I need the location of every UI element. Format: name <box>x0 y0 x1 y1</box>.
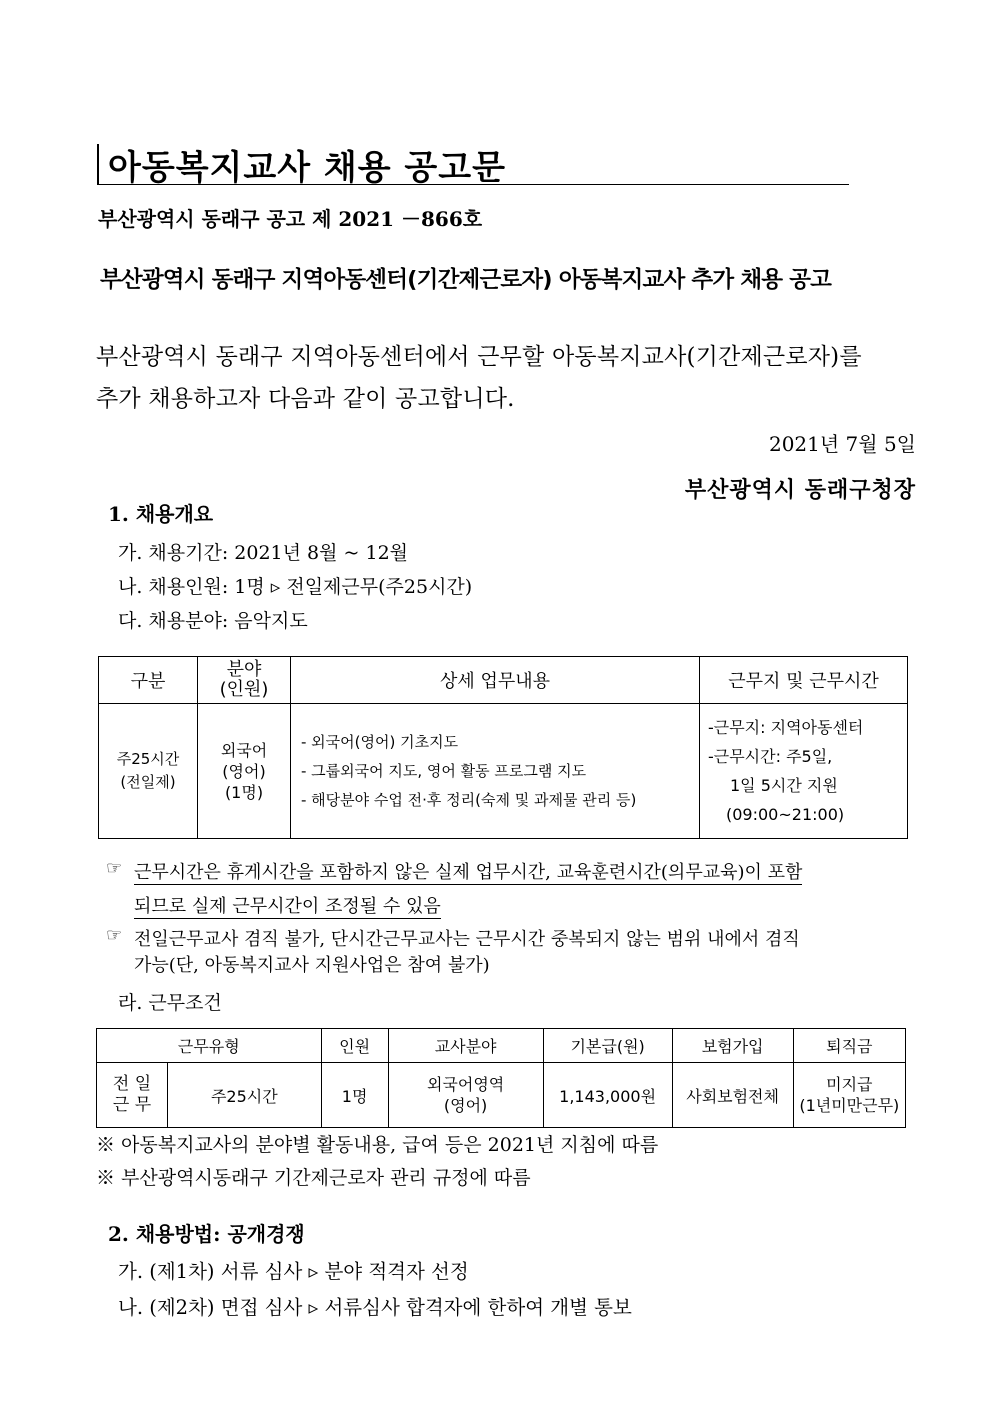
col-field-header: 교사분야 <box>388 1029 543 1063</box>
duty-3: - 해당분야 수업 전·후 정리(숙제 및 과제물 관리 등) <box>301 790 637 809</box>
field-line-1: 외국어 <box>220 740 268 760</box>
col-salary-header: 기본급(원) <box>543 1029 672 1063</box>
col-severance-header: 퇴직금 <box>793 1029 905 1063</box>
col-place-header: 근무지 및 근무시간 <box>700 657 908 704</box>
section-2-heading: 2. 채용방법: 공개경쟁 <box>108 1222 305 1246</box>
severance-line-2: (1년미만근무) <box>799 1096 900 1115</box>
conditions-table <box>96 1028 906 1128</box>
note-1-symbol: ☞ <box>106 858 123 879</box>
note-2-line-1: 전일근무교사 겸직 불가, 단시간근무교사는 근무시간 중복되지 않는 범위 내에서 겸직 <box>134 929 800 950</box>
cell-duties <box>291 704 700 839</box>
col-field-label: 분야 <box>226 659 262 680</box>
notice-date: 2021년 7월 5일 <box>768 432 916 456</box>
col-count-header: 인원 <box>321 1029 388 1063</box>
col-field-header <box>198 657 291 704</box>
worktype-a-line-1: 전 일 <box>112 1074 152 1094</box>
cell-worktype-b: 주25시간 <box>168 1063 322 1128</box>
field-line-2: (영어) <box>222 761 266 781</box>
field-line-1: 외국어영역 <box>426 1075 505 1094</box>
intro-line-2: 추가 채용하고자 다음과 같이 공고합니다. <box>96 386 515 412</box>
item-ra: 라. 근무조건 <box>118 992 222 1014</box>
cell-place <box>700 704 908 839</box>
cell-insurance: 사회보험전체 <box>672 1063 793 1128</box>
cell-field <box>388 1063 543 1128</box>
note-2-symbol: ☞ <box>106 925 123 946</box>
field-line-2: (영어) <box>443 1096 488 1115</box>
col-type-header: 구분 <box>99 657 198 704</box>
col-insurance-header: 보험가입 <box>672 1029 793 1063</box>
cell-type <box>99 704 198 839</box>
place-3: 1일 5시간 지원 <box>730 776 838 795</box>
col-duties-header: 상세 업무내용 <box>291 657 700 704</box>
cell-count: 1명 <box>321 1063 388 1128</box>
intro-line-1: 부산광역시 동래구 지역아동센터에서 근무할 아동복지교사(기간제근로자)를 <box>96 344 862 370</box>
place-2: -근무시간: 주5일, <box>708 747 833 766</box>
reference-1: ※ 아동복지교사의 분야별 활동내용, 급여 등은 2021년 지침에 따름 <box>96 1134 659 1156</box>
item-2-na: 나. (제2차) 면접 심사 ▹ 서류심사 합격자에 한하여 개별 통보 <box>118 1296 632 1319</box>
note-1-line-1: 근무시간은 휴게시간을 포함하지 않은 실제 업무시간, 교육훈련시간(의무교육)이 포함 <box>134 858 802 885</box>
type-line-2: (전일제) <box>120 773 176 791</box>
notice-number: 부산광역시 동래구 공고 제 2021 －866호 <box>98 207 483 231</box>
note-1-line-2: 되므로 실제 근무시간이 조정될 수 있음 <box>134 892 441 919</box>
cell-field <box>198 704 291 839</box>
table-row <box>99 704 908 839</box>
item-da: 다. 채용분야: 음악지도 <box>118 610 308 632</box>
field-line-3: (1명) <box>224 782 264 802</box>
recruitment-table <box>98 656 908 839</box>
title-underline <box>97 184 849 185</box>
type-line-1: 주25시간 <box>116 750 180 768</box>
duty-2: - 그룹외국어 지도, 영어 활동 프로그램 지도 <box>301 761 587 780</box>
note-2-line-2: 가능(단, 아동복지교사 지원사업은 참여 불가) <box>134 955 490 976</box>
col-count-label: (인원) <box>219 679 269 700</box>
item-2-ga: 가. (제1차) 서류 심사 ▹ 분야 적격자 선정 <box>118 1260 469 1283</box>
duty-1: - 외국어(영어) 기초지도 <box>301 732 459 751</box>
worktype-a-line-2: 근 무 <box>112 1095 152 1115</box>
table-header-row <box>97 1029 906 1063</box>
item-na: 나. 채용인원: 1명 ▹ 전일제근무(주25시간) <box>118 576 473 598</box>
severance-line-1: 미지급 <box>826 1075 873 1094</box>
table-row <box>97 1063 906 1128</box>
reference-2: ※ 부산광역시동래구 기간제근로자 관리 규정에 따름 <box>96 1167 531 1189</box>
cell-worktype-a <box>97 1063 168 1128</box>
place-1: -근무지: 지역아동센터 <box>708 718 864 737</box>
col-worktype-header: 근무유형 <box>97 1029 322 1063</box>
cell-salary: 1,143,000원 <box>543 1063 672 1128</box>
place-4: (09:00~21:00) <box>726 805 845 824</box>
title-left-rule <box>97 144 99 184</box>
issuer: 부산광역시 동래구청장 <box>684 477 916 503</box>
section-1-heading: 1. 채용개요 <box>108 502 214 526</box>
item-ga: 가. 채용기간: 2021년 8월 ~ 12월 <box>118 542 409 564</box>
cell-severance <box>793 1063 905 1128</box>
page-title: 아동복지교사 채용 공고문 <box>108 148 506 188</box>
notice-subtitle: 부산광역시 동래구 지역아동센터(기간제근로자) 아동복지교사 추가 채용 공고 <box>100 267 832 293</box>
table-header-row <box>99 657 908 704</box>
